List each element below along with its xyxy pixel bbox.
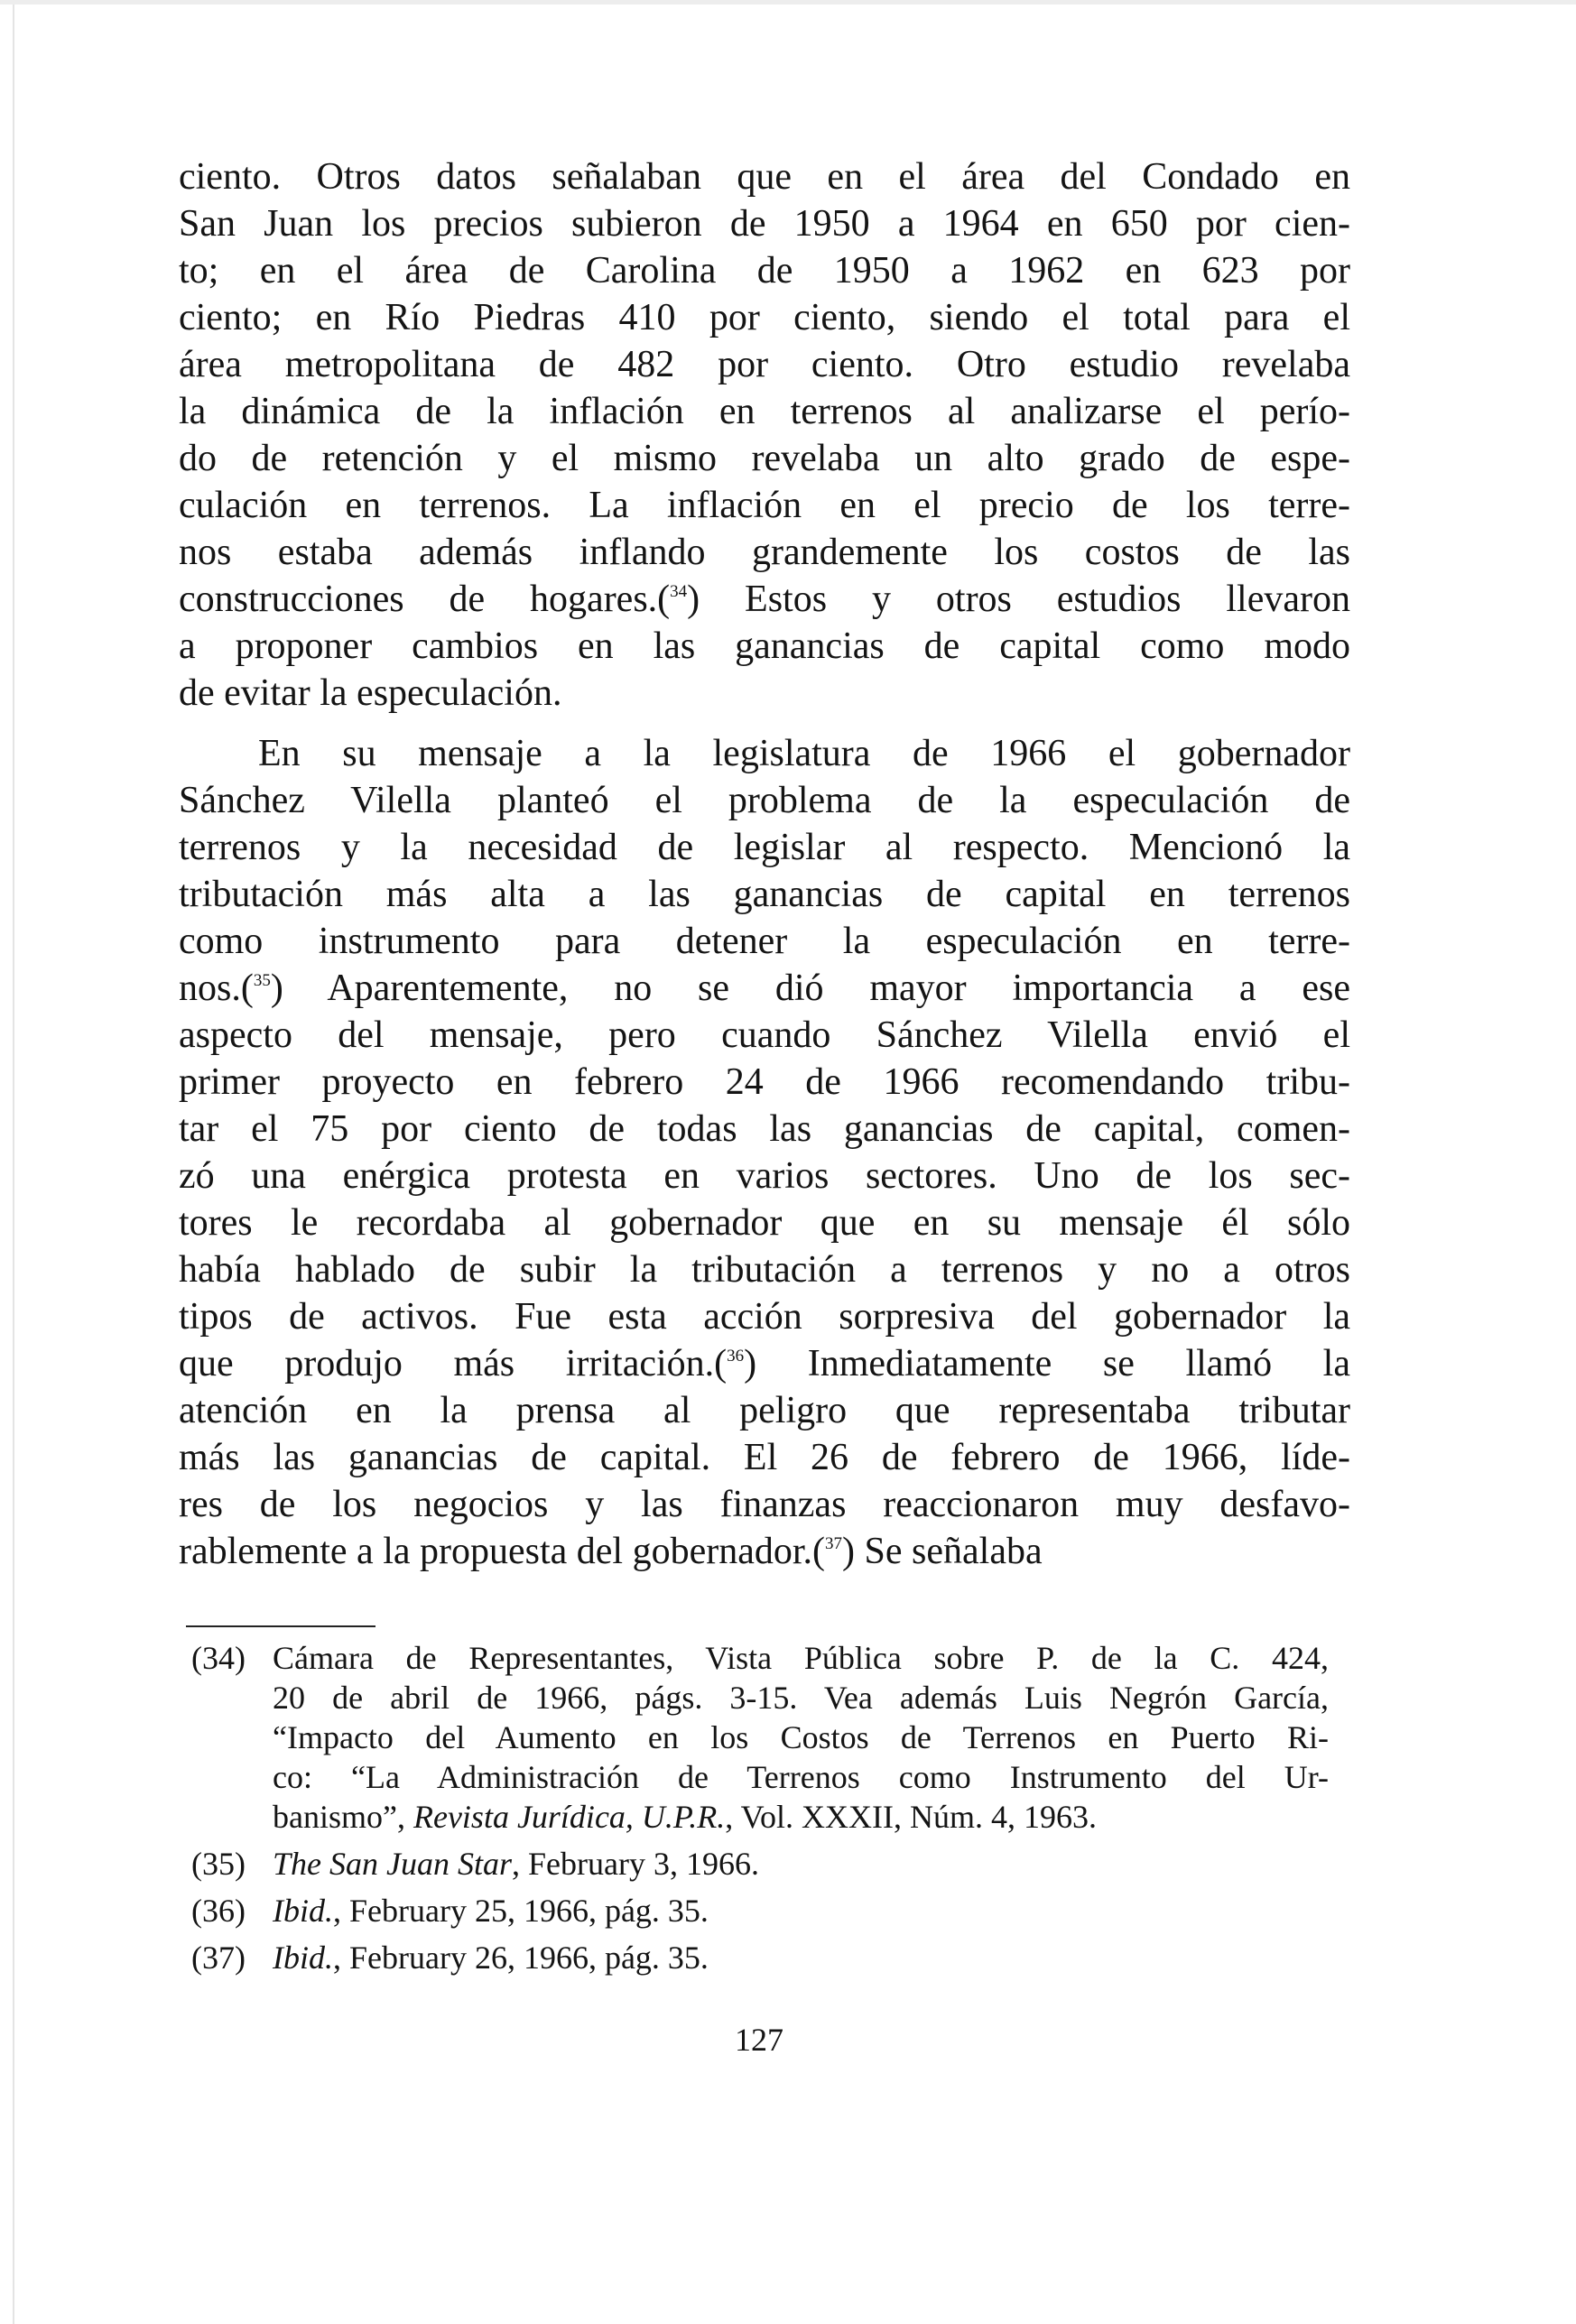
text-line: aspecto del mensaje, pero cuando Sánchez Vilella envió el — [179, 1014, 1350, 1056]
text-line: En su mensaje a la legislatura de 1966 el gobernador — [258, 733, 1350, 774]
footnote-title: Revista Jurídica, U.P.R. — [413, 1799, 726, 1835]
line-text: construcciones de hogares.( — [179, 579, 671, 620]
text-line-with-footnote-ref — [179, 1340, 1350, 1387]
footnote-title: Ibid. — [273, 1940, 333, 1976]
text-line: tar el 75 por ciento de todas las ganancias de capital, comen- — [179, 1108, 1350, 1150]
footnote-line — [273, 1757, 1329, 1797]
text-line: Sánchez Vilella planteó el problema de la especulación de — [179, 780, 1350, 821]
text-line-with-footnote-ref — [179, 965, 1350, 1012]
line-text: rablemente a la propuesta del gobernador.( — [179, 1531, 826, 1572]
line-text: ) Inmediatamente se llamó la — [744, 1343, 1350, 1384]
footnote-line — [273, 1718, 1329, 1757]
text-line: tipos de activos. Fue esta acción sorpresiva del gobernador la — [179, 1296, 1350, 1338]
footnote-segment: , February 26, 1966, pág. 35. — [333, 1940, 709, 1976]
text-line: San Juan los precios subieron de 1950 a 1964 en 650 por cien- — [179, 203, 1350, 245]
text-line: la dinámica de la inflación en terrenos al analizarse el perío- — [179, 391, 1350, 432]
line-text: que produjo más irritación.( — [179, 1343, 728, 1384]
body-text — [179, 153, 1350, 1575]
footnote-segment: , Vol. XXXII, Núm. 4, 1963. — [725, 1799, 1097, 1835]
text-line: ciento; en Río Piedras 410 por ciento, siendo el total para el — [179, 297, 1350, 338]
footnote — [191, 1844, 1329, 1884]
footnote-segment: banismo”, — [273, 1799, 413, 1835]
text-line: como instrumento para detener la especulación en terre- — [179, 921, 1350, 962]
footnote-line — [273, 1891, 1329, 1930]
text-line: nos estaba además inflando grandemente los costos de las — [179, 532, 1350, 573]
footnote-text — [273, 1891, 1329, 1930]
line-text: nos.( — [179, 968, 254, 1009]
footnote-title: The San Juan Star — [273, 1846, 512, 1882]
text-line: terrenos y la necesidad de legislar al respecto. Mencionó la — [179, 827, 1350, 868]
footnote-text — [273, 1844, 1329, 1884]
footnote — [191, 1938, 1329, 1977]
footnote-line — [273, 1638, 1329, 1678]
footnote-line — [273, 1844, 1329, 1884]
footnote — [191, 1891, 1329, 1930]
line-text: ) Estos y otros estudios llevaron — [687, 579, 1350, 620]
text-line: más las ganancias de capital. El 26 de febrero de 1966, líde- — [179, 1437, 1350, 1478]
text-line: res de los negocios y las finanzas reaccionaron muy desfavo- — [179, 1484, 1350, 1525]
footnote-segment: co: “La Administración de Terrenos como Instrumento del Ur- — [273, 1759, 1329, 1795]
footnote-line — [273, 1797, 1329, 1837]
footnote-segment: Cámara de Representantes, Vista Pública sobre P. de la C. 424, — [273, 1640, 1329, 1676]
text-line: to; en el área de Carolina de 1950 a 1962 en 623 por — [179, 250, 1350, 292]
footnote-segment: 20 de abril de 1966, págs. 3-15. Vea además Luis Negrón García, — [273, 1680, 1329, 1716]
line-text: ) Aparentemente, no se dió mayor importancia a ese — [270, 968, 1350, 1009]
text-line: zó una enérgica protesta en varios sectores. Uno de los sec- — [179, 1155, 1350, 1197]
footnote — [191, 1638, 1329, 1837]
paragraph — [179, 153, 1350, 717]
text-line: tributación más alta a las ganancias de capital en terrenos — [179, 874, 1350, 915]
paragraph — [179, 730, 1350, 1575]
footnote-divider — [186, 1625, 375, 1627]
text-line: culación en terrenos. La inflación en el precio de los terre- — [179, 485, 1350, 526]
text-line: de evitar la especulación. — [179, 672, 562, 714]
footnote-ref[interactable]: 37 — [825, 1534, 843, 1553]
footnote-number: (34) — [191, 1640, 246, 1676]
footnote-text — [273, 1938, 1329, 1977]
footnote-text — [273, 1638, 1329, 1837]
footnote-segment: , February 3, 1966. — [512, 1846, 759, 1882]
text-line: a proponer cambios en las ganancias de capital como modo — [179, 625, 1350, 667]
footnote-line — [273, 1678, 1329, 1718]
footnotes — [191, 1638, 1329, 1985]
footnote-line — [273, 1938, 1329, 1977]
text-line-with-footnote-ref — [179, 576, 1350, 623]
text-line: tores le recordaba al gobernador que en su mensaje él sólo — [179, 1202, 1350, 1244]
footnote-number: (35) — [191, 1846, 246, 1882]
page-number: 127 — [735, 2022, 783, 2058]
text-line: había hablado de subir la tributación a terrenos y no a otros — [179, 1249, 1350, 1291]
text-line: atención en la prensa al peligro que representaba tributar — [179, 1390, 1350, 1431]
footnote-title: Ibid. — [273, 1893, 333, 1929]
footnote-segment: “Impacto del Aumento en los Costos de Terrenos en Puerto Ri- — [273, 1719, 1329, 1755]
footnote-ref[interactable]: 34 — [670, 582, 688, 601]
footnote-segment: , February 25, 1966, pág. 35. — [333, 1893, 709, 1929]
text-line: área metropolitana de 482 por ciento. Otro estudio revelaba — [179, 344, 1350, 385]
text-line-with-footnote-ref — [179, 1528, 1350, 1575]
footnote-number: (37) — [191, 1940, 246, 1976]
text-line: do de retención y el mismo revelaba un alto grado de espe- — [179, 438, 1350, 479]
line-text: ) Se señalaba — [842, 1531, 1043, 1572]
text-line: primer proyecto en febrero 24 de 1966 recomendando tribu- — [179, 1061, 1350, 1103]
footnote-ref[interactable]: 35 — [253, 971, 271, 990]
footnote-number: (36) — [191, 1893, 246, 1929]
footnote-ref[interactable]: 36 — [727, 1347, 745, 1366]
text-line: ciento. Otros datos señalaban que en el área del Condado en — [179, 156, 1350, 198]
